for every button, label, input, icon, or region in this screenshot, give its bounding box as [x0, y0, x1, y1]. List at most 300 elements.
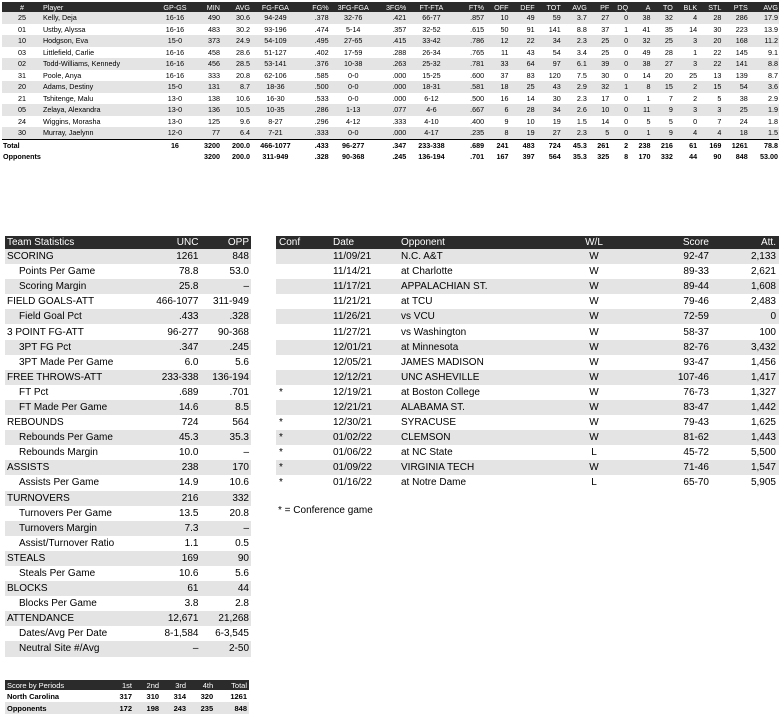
- total-row-3fg-pct: .347: [377, 139, 407, 151]
- player-jersey: 20: [2, 81, 42, 93]
- player-off: 12: [485, 35, 509, 47]
- player-gp-gs: 16-16: [155, 12, 194, 24]
- header-pts: PTS: [722, 2, 748, 12]
- player-min: 373: [195, 35, 221, 47]
- player-pts: 141: [722, 58, 748, 70]
- team-stat-row: [5, 294, 251, 309]
- player-dq: 0: [610, 12, 629, 24]
- player-stl: 20: [698, 35, 722, 47]
- player-3fg-fga: 0-0: [330, 70, 377, 82]
- schedule-opponent: at Charlotte: [398, 264, 566, 279]
- team-stat-unc: 96-277: [143, 324, 200, 339]
- schedule-row: [276, 355, 779, 370]
- player-min: 458: [195, 47, 221, 59]
- total-row-reb-avg: 45.3: [562, 139, 588, 151]
- player-player: Poole, Anya: [42, 70, 155, 82]
- team-stat-row: [5, 536, 251, 551]
- player-fg-pct: .333: [300, 127, 330, 139]
- player-jersey: 25: [2, 12, 42, 24]
- player-stl: 22: [698, 47, 722, 59]
- total-row-player: [42, 139, 155, 151]
- player-dq: 0: [610, 58, 629, 70]
- schedule-wl: W: [566, 415, 622, 430]
- player-a: 41: [629, 24, 651, 36]
- team-stat-opp: 848: [200, 249, 251, 264]
- schedule-date: 01/02/22: [330, 430, 398, 445]
- player-min: 131: [195, 81, 221, 93]
- schedule-conf: *: [276, 445, 330, 460]
- team-stat-row: [5, 430, 251, 445]
- player-stl: 7: [698, 116, 722, 128]
- player-fg-fga: 53-141: [251, 58, 300, 70]
- team-stat-unc: 10.6: [143, 566, 200, 581]
- player-pts: 145: [722, 47, 748, 59]
- schedule-score-header: Score: [622, 236, 712, 249]
- schedule-conf: [276, 370, 330, 385]
- opponents-row-ft-fta: 136-194: [418, 151, 445, 161]
- player-tot: 43: [536, 81, 562, 93]
- team-stat-opp: 8.5: [200, 400, 251, 415]
- player-to: 27: [651, 58, 673, 70]
- schedule-row: [276, 370, 779, 385]
- schedule-header: [276, 236, 779, 249]
- opponents-row-off: 167: [496, 151, 509, 161]
- team-stats-header: [5, 236, 251, 249]
- schedule-conf-header: Conf: [276, 236, 330, 249]
- team-stat-label: SCORING: [5, 249, 143, 264]
- schedule-att: 2,621: [712, 264, 779, 279]
- player-min: 136: [195, 104, 221, 116]
- header-to: TO: [651, 2, 673, 12]
- player-pf: 37: [588, 24, 610, 36]
- player-stl: 22: [698, 58, 722, 70]
- periods-total: 1261: [215, 690, 249, 702]
- team-stat-unc: 14.6: [143, 400, 200, 415]
- schedule-row: [276, 249, 779, 264]
- player-pts: 38: [722, 93, 748, 105]
- schedule-att: 1,417: [712, 370, 779, 385]
- schedule-wl: L: [566, 445, 622, 460]
- team-stat-opp: 2.8: [200, 596, 251, 611]
- total-row-fg-fga: 466-1077: [251, 139, 300, 151]
- team-stat-label: Field Goal Pct: [5, 309, 143, 324]
- team-stat-row: [5, 566, 251, 581]
- player-pts: 223: [722, 24, 748, 36]
- player-player: Tshitenge, Malu: [42, 93, 155, 105]
- player-stats-header: [2, 2, 779, 12]
- player-ft-fta: 25-32: [407, 58, 455, 70]
- total-row-gp-gs: 16: [155, 139, 194, 151]
- schedule-att: 3,432: [712, 340, 779, 355]
- schedule-row: [276, 430, 779, 445]
- total-row-to: 216: [651, 139, 673, 151]
- player-min-avg: 30.6: [221, 12, 251, 24]
- player-blk: 3: [674, 104, 698, 116]
- schedule-att: 5,500: [712, 445, 779, 460]
- player-min: 490: [195, 12, 221, 24]
- schedule-opponent: VIRGINIA TECH: [398, 460, 566, 475]
- header-def: DEF: [510, 2, 536, 12]
- score-by-periods-body: [5, 690, 249, 714]
- player-fg-pct: .286: [300, 104, 330, 116]
- team-stat-unc: 14.9: [143, 475, 200, 490]
- player-gp-gs: 16-16: [155, 58, 194, 70]
- team-stat-opp: 5.6: [200, 566, 251, 581]
- player-tot: 97: [536, 58, 562, 70]
- player-min-avg: 24.9: [221, 35, 251, 47]
- team-stat-row: [5, 506, 251, 521]
- player-min: 483: [195, 24, 221, 36]
- team-stat-unc: 61: [143, 581, 200, 596]
- total-row-ft-fta: 233-338: [407, 139, 455, 151]
- player-min-avg: 8.7: [221, 81, 251, 93]
- player-ft-pct: .667: [455, 104, 485, 116]
- team-stat-opp: 6-3,545: [200, 626, 251, 641]
- player-pts-avg: 1.8: [749, 116, 779, 128]
- schedule-date: 12/30/21: [330, 415, 398, 430]
- player-a: 14: [629, 70, 651, 82]
- schedule-row: [276, 309, 779, 324]
- schedule-row: [276, 324, 779, 339]
- player-fg-fga: 18-36: [251, 81, 300, 93]
- schedule-date: 01/06/22: [330, 445, 398, 460]
- opponents-row-reb-avg: 35.3: [572, 151, 587, 161]
- schedule-opponent: vs Washington: [398, 324, 566, 339]
- team-stat-unc: .689: [143, 385, 200, 400]
- player-3fg-pct: .000: [377, 127, 407, 139]
- player-pts-avg: 1.9: [749, 104, 779, 116]
- schedule-score: 72-59: [622, 309, 712, 324]
- total-row-pf: 261: [588, 139, 610, 151]
- player-jersey: 21: [2, 93, 42, 105]
- team-stat-opp: 21,268: [200, 611, 251, 626]
- team-stat-label: Blocks Per Game: [5, 596, 143, 611]
- schedule-att: 2,133: [712, 249, 779, 264]
- team-stat-unc: –: [143, 641, 200, 656]
- team-stat-label: Steals Per Game: [5, 566, 143, 581]
- player-3fg-fga: 10-38: [330, 58, 377, 70]
- player-pts: 24: [722, 116, 748, 128]
- player-player: Adams, Destiny: [42, 81, 155, 93]
- player-pf: 39: [588, 58, 610, 70]
- player-pf: 27: [588, 12, 610, 24]
- player-fg-pct: .474: [300, 24, 330, 36]
- schedule-wl: W: [566, 294, 622, 309]
- player-reb-avg: 2.3: [562, 35, 588, 47]
- total-row-stl: 169: [698, 139, 722, 151]
- player-blk: 14: [674, 24, 698, 36]
- player-fg-pct: .533: [300, 93, 330, 105]
- schedule-score: 76-73: [622, 385, 712, 400]
- opponents-row-fg-pct: .328: [314, 151, 329, 161]
- total-row-off: 241: [485, 139, 509, 151]
- team-stat-label: Assist/Turnover Ratio: [5, 536, 143, 551]
- periods-2nd: 310: [134, 690, 161, 702]
- player-jersey: 30: [2, 127, 42, 139]
- periods-total: 848: [215, 702, 249, 714]
- opponents-row-to: 332: [660, 151, 673, 161]
- header-fg-fga: FG-FGA: [251, 2, 300, 12]
- player-player: Ustby, Alyssa: [42, 24, 155, 36]
- schedule-conf: [276, 400, 330, 415]
- schedule-conf: [276, 340, 330, 355]
- player-tot: 120: [536, 70, 562, 82]
- opponents-row-fg-fga: 311-949: [262, 151, 289, 161]
- player-stl: 4: [698, 127, 722, 139]
- player-player: Todd-Williams, Kennedy: [42, 58, 155, 70]
- header-off: OFF: [485, 2, 509, 12]
- player-dq: 1: [610, 24, 629, 36]
- periods-4th: 235: [188, 702, 215, 714]
- team-stat-unc: 216: [143, 491, 200, 506]
- player-3fg-fga: 32-76: [330, 12, 377, 24]
- opponents-row: [2, 151, 779, 162]
- player-off: 9: [485, 116, 509, 128]
- team-stat-opp: .328: [200, 309, 251, 324]
- header-reb-avg: AVG: [562, 2, 588, 12]
- schedule-opponent: UNC ASHEVILLE: [398, 370, 566, 385]
- schedule-conf: *: [276, 430, 330, 445]
- player-ft-pct: .581: [455, 81, 485, 93]
- schedule-table: [276, 236, 779, 491]
- player-a: 1: [629, 127, 651, 139]
- schedule-att: 1,442: [712, 400, 779, 415]
- player-off: 11: [485, 47, 509, 59]
- player-player: Hodgson, Eva: [42, 35, 155, 47]
- team-stat-label: 3PT Made Per Game: [5, 355, 143, 370]
- team-stat-label: ASSISTS: [5, 460, 143, 475]
- player-tot: 34: [536, 104, 562, 116]
- team-stat-row: [5, 581, 251, 596]
- player-ft-pct: .765: [455, 47, 485, 59]
- player-def: 10: [510, 116, 536, 128]
- schedule-opponent: at TCU: [398, 294, 566, 309]
- player-to: 25: [651, 35, 673, 47]
- player-reb-avg: 2.9: [562, 81, 588, 93]
- team-stat-unc: 724: [143, 415, 200, 430]
- player-fg-fga: 16-30: [251, 93, 300, 105]
- opponents-row-pts: 848: [735, 151, 748, 161]
- opponents-row-blk: 44: [689, 151, 698, 161]
- team-stat-unc: 7.3: [143, 521, 200, 536]
- player-def: 28: [510, 104, 536, 116]
- schedule-conf: [276, 279, 330, 294]
- schedule-wl: W: [566, 400, 622, 415]
- player-gp-gs: 12-0: [155, 127, 194, 139]
- player-to: 9: [651, 127, 673, 139]
- header-pts-avg: AVG: [749, 2, 779, 12]
- player-to: 35: [651, 24, 673, 36]
- player-stl: 5: [698, 93, 722, 105]
- periods-3rd: 314: [161, 690, 188, 702]
- player-dq: 0: [610, 116, 629, 128]
- total-row-pts: 1261: [722, 139, 748, 151]
- player-def: 25: [510, 81, 536, 93]
- team-stat-unc: 466-1077: [143, 294, 200, 309]
- player-reb-avg: 2.6: [562, 104, 588, 116]
- header-player: Player: [42, 2, 155, 12]
- team-stat-opp: 90-368: [200, 324, 251, 339]
- score-by-periods-table: [5, 680, 249, 714]
- total-row-3fg-fga: 96-277: [330, 139, 377, 151]
- opponents-row-tot: 564: [548, 151, 561, 161]
- player-3fg-pct: .000: [377, 70, 407, 82]
- periods-label: Opponents: [5, 702, 107, 714]
- schedule-wl: W: [566, 249, 622, 264]
- team-stat-unc: 45.3: [143, 430, 200, 445]
- schedule-conf: [276, 324, 330, 339]
- opponents-row-min-avg: 200.0: [232, 151, 250, 161]
- schedule-conf: *: [276, 415, 330, 430]
- player-min-avg: 9.6: [221, 116, 251, 128]
- team-stat-row: [5, 626, 251, 641]
- schedule-att: 1,608: [712, 279, 779, 294]
- schedule-conf: *: [276, 385, 330, 400]
- player-to: 20: [651, 70, 673, 82]
- player-stl: 28: [698, 12, 722, 24]
- schedule-row: [276, 415, 779, 430]
- schedule-opponent: N.C. A&T: [398, 249, 566, 264]
- player-pf: 32: [588, 81, 610, 93]
- schedule-conf: [276, 294, 330, 309]
- team-stat-label: Points Per Game: [5, 264, 143, 279]
- score-by-periods-header: [5, 680, 249, 690]
- periods-4th: 320: [188, 690, 215, 702]
- opponents-row-pf: 325: [597, 151, 610, 161]
- schedule-conf: [276, 355, 330, 370]
- player-jersey: 01: [2, 24, 42, 36]
- player-a: 5: [629, 116, 651, 128]
- team-stat-label: REBOUNDS: [5, 415, 143, 430]
- header-blk: BLK: [674, 2, 698, 12]
- player-pts: 18: [722, 127, 748, 139]
- periods-header-1st: 1st: [107, 680, 134, 690]
- periods-row: [5, 690, 249, 702]
- schedule-score: 81-62: [622, 430, 712, 445]
- player-fg-pct: .495: [300, 35, 330, 47]
- player-blk: 25: [674, 70, 698, 82]
- team-stat-label: FT Made Per Game: [5, 400, 143, 415]
- schedule-att: 100: [712, 324, 779, 339]
- player-gp-gs: 13-0: [155, 93, 194, 105]
- player-fg-pct: .378: [300, 12, 330, 24]
- player-off: 37: [485, 70, 509, 82]
- player-def: 49: [510, 12, 536, 24]
- player-3fg-pct: .333: [377, 116, 407, 128]
- player-jersey: 03: [2, 47, 42, 59]
- team-stat-unc: 6.0: [143, 355, 200, 370]
- opponents-row-player: [42, 151, 155, 162]
- player-tot: 54: [536, 47, 562, 59]
- team-stat-opp: –: [200, 279, 251, 294]
- schedule-wl: W: [566, 279, 622, 294]
- total-row-a: 238: [629, 139, 651, 151]
- schedule-opponent: SYRACUSE: [398, 415, 566, 430]
- schedule-score: 107-46: [622, 370, 712, 385]
- player-def: 83: [510, 70, 536, 82]
- total-row-jersey: Total: [2, 139, 42, 151]
- player-pts: 25: [722, 104, 748, 116]
- header-pf: PF: [588, 2, 610, 12]
- player-3fg-pct: .000: [377, 81, 407, 93]
- player-ft-fta: 4-17: [407, 127, 455, 139]
- schedule-score: 58-37: [622, 324, 712, 339]
- player-tot: 141: [536, 24, 562, 36]
- team-stat-opp: 44: [200, 581, 251, 596]
- player-min-avg: 20.8: [221, 70, 251, 82]
- player-3fg-fga: 0-0: [330, 81, 377, 93]
- team-stat-label: FREE THROWS-ATT: [5, 370, 143, 385]
- player-to: 15: [651, 81, 673, 93]
- schedule-opponent: at Minnesota: [398, 340, 566, 355]
- total-row-ft-pct: .689: [455, 139, 485, 151]
- schedule-row: [276, 445, 779, 460]
- header-gp-gs: GP-GS: [155, 2, 194, 12]
- player-reb-avg: 6.1: [562, 58, 588, 70]
- player-min-avg: 28.5: [221, 58, 251, 70]
- team-stats-body: [5, 249, 251, 657]
- player-dq: 0: [610, 93, 629, 105]
- player-tot: 30: [536, 93, 562, 105]
- team-stat-unc: .433: [143, 309, 200, 324]
- team-stat-unc: 3.8: [143, 596, 200, 611]
- schedule-row: [276, 279, 779, 294]
- player-ft-fta: 32-52: [407, 24, 455, 36]
- team-stat-label: BLOCKS: [5, 581, 143, 596]
- player-ft-pct: .400: [455, 116, 485, 128]
- team-stat-unc: 233-338: [143, 370, 200, 385]
- player-3fg-pct: .357: [377, 24, 407, 36]
- player-blk: 3: [674, 58, 698, 70]
- header-dq: DQ: [610, 2, 629, 12]
- player-row: [2, 70, 779, 82]
- schedule-opponent: CLEMSON: [398, 430, 566, 445]
- player-pf: 17: [588, 93, 610, 105]
- header-3fg-pct: 3FG%: [377, 2, 407, 12]
- team-stat-opp: .701: [200, 385, 251, 400]
- schedule-att: 0: [712, 309, 779, 324]
- player-to: 9: [651, 104, 673, 116]
- schedule-att: 1,625: [712, 415, 779, 430]
- total-row-min: 3200: [195, 139, 221, 151]
- team-stat-row: [5, 641, 251, 656]
- player-def: 64: [510, 58, 536, 70]
- player-reb-avg: 1.5: [562, 116, 588, 128]
- player-3fg-fga: 0-0: [330, 127, 377, 139]
- player-pf: 5: [588, 127, 610, 139]
- opponents-row-a: 170: [638, 151, 651, 161]
- player-a: 1: [629, 93, 651, 105]
- team-stat-opp: .245: [200, 340, 251, 355]
- periods-2nd: 198: [134, 702, 161, 714]
- player-to: 5: [651, 116, 673, 128]
- player-gp-gs: 15-0: [155, 35, 194, 47]
- total-row: [2, 139, 779, 151]
- player-row: [2, 116, 779, 128]
- player-tot: 59: [536, 12, 562, 24]
- team-stat-row: [5, 611, 251, 626]
- schedule-row: [276, 400, 779, 415]
- team-stat-label: 3PT FG Pct: [5, 340, 143, 355]
- team-stat-row: [5, 415, 251, 430]
- schedule-conf: *: [276, 460, 330, 475]
- player-stl: 30: [698, 24, 722, 36]
- player-ft-pct: .600: [455, 70, 485, 82]
- team-stat-label: Rebounds Per Game: [5, 430, 143, 445]
- schedule-opponent: JAMES MADISON: [398, 355, 566, 370]
- player-dq: 0: [610, 127, 629, 139]
- team-stat-opp: –: [200, 445, 251, 460]
